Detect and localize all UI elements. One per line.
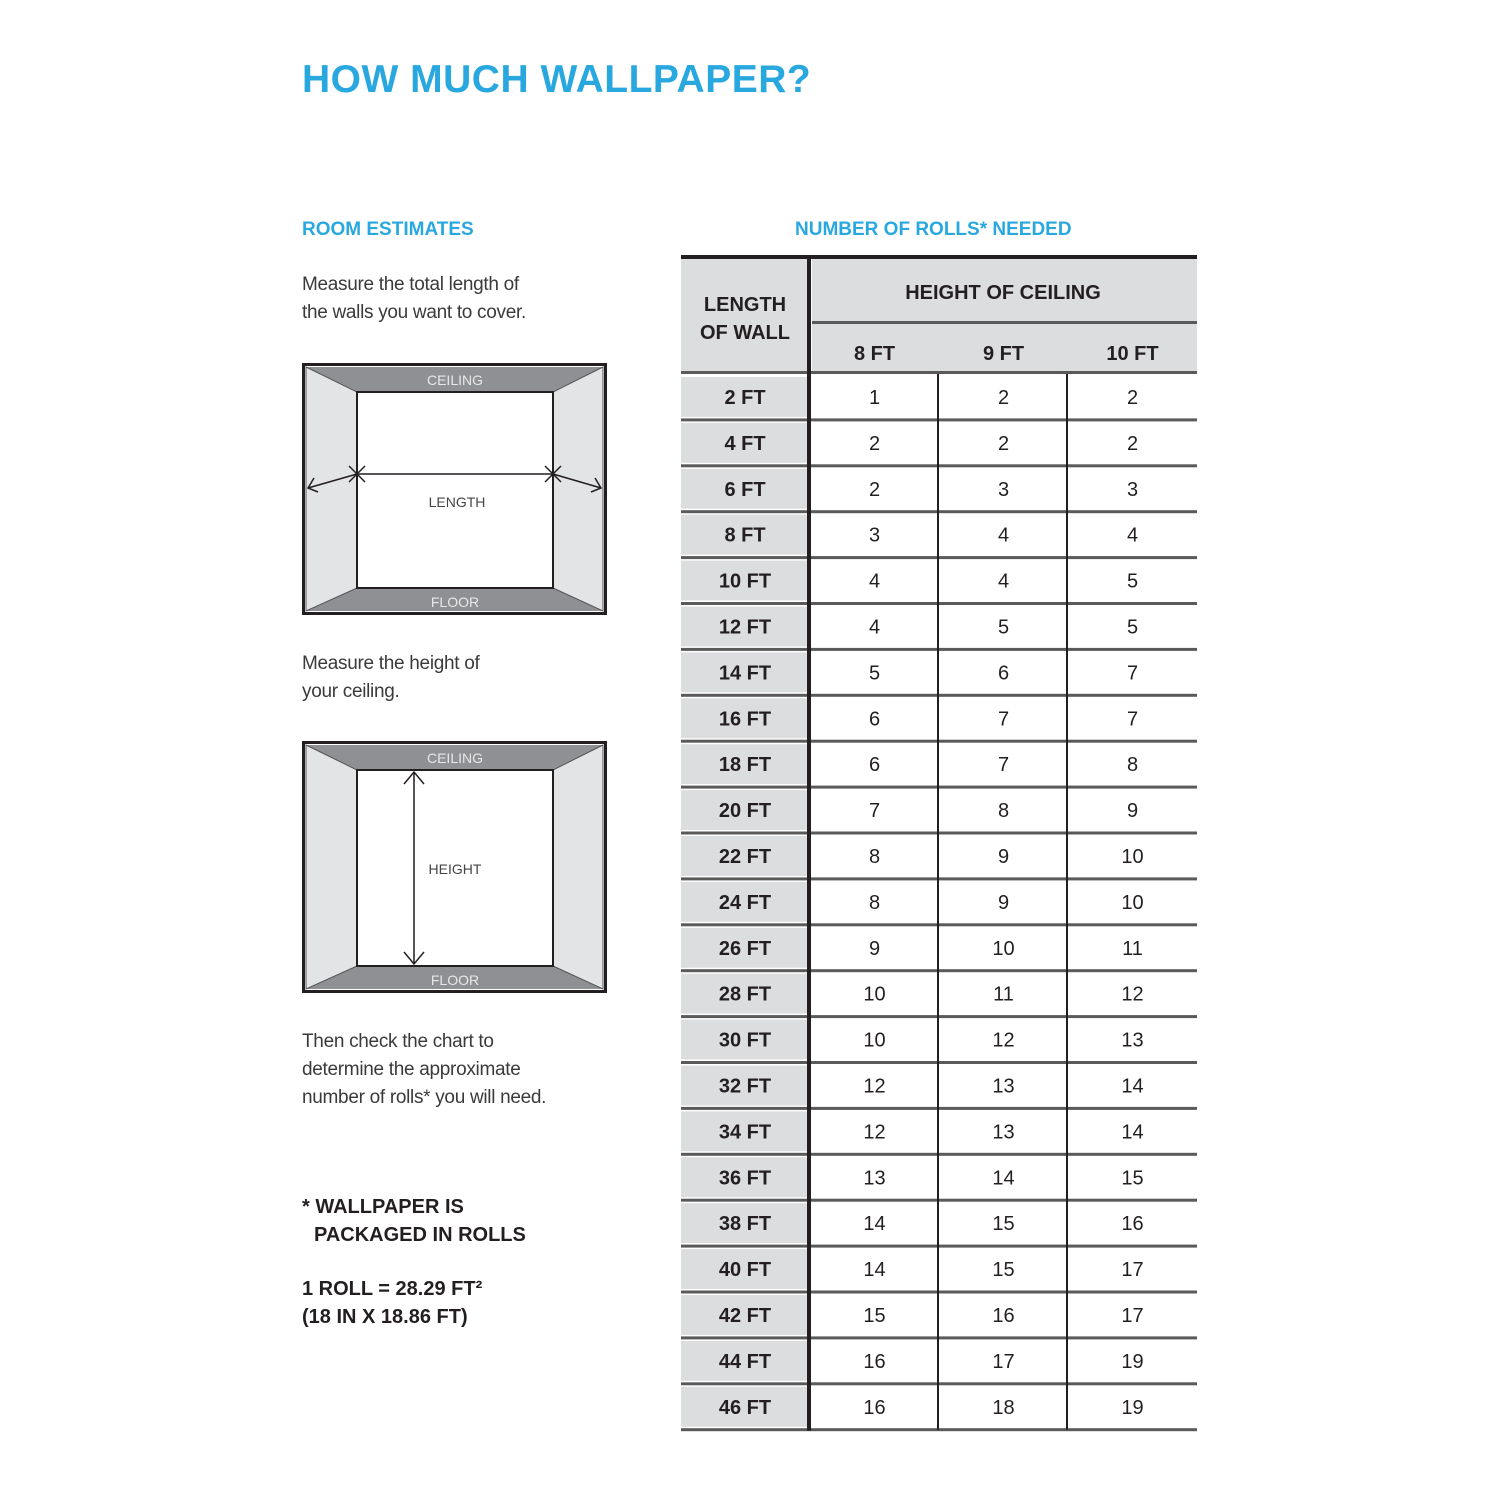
wall-length-cell: 22 FT xyxy=(718,845,772,868)
row-header-label: OF WALL xyxy=(700,322,790,344)
rolls-value-cell: 4 xyxy=(868,570,881,593)
rolls-value-cell: 7 xyxy=(868,800,881,823)
step-line: Measure the height of xyxy=(302,653,480,674)
footnote-line: PACKAGED IN ROLLS xyxy=(314,1224,526,1246)
rolls-value-cell: 12 xyxy=(863,1121,886,1144)
rolls-value-cell: 11 xyxy=(993,983,1014,1006)
rolls-value-cell: 3 xyxy=(1126,478,1139,501)
roll-dimensions: (18 IN X 18.86 FT) xyxy=(302,1306,468,1328)
rolls-value-cell: 13 xyxy=(992,1075,1015,1098)
step-line: Then check the chart to xyxy=(302,1031,494,1052)
rolls-value-cell: 15 xyxy=(863,1304,886,1327)
rolls-value-cell: 10 xyxy=(992,937,1015,960)
rolls-value-cell: 18 xyxy=(992,1396,1015,1419)
rolls-value-cell: 15 xyxy=(992,1213,1015,1236)
rolls-value-cell: 13 xyxy=(992,1121,1015,1144)
rolls-value-cell: 17 xyxy=(1121,1259,1144,1282)
page-title: HOW MUCH WALLPAPER? xyxy=(302,58,812,101)
rolls-value-cell: 16 xyxy=(992,1304,1015,1327)
rolls-value-cell: 4 xyxy=(1126,524,1139,547)
wall-length-cell: 24 FT xyxy=(718,891,772,914)
rolls-value-cell: 10 xyxy=(863,983,886,1006)
rolls-value-cell: 13 xyxy=(1121,1029,1144,1052)
rolls-table-graphic xyxy=(681,255,1197,1435)
rolls-value-cell: 2 xyxy=(868,432,881,455)
step-line: the walls you want to cover. xyxy=(302,302,526,323)
rolls-value-cell: 4 xyxy=(997,570,1010,593)
wall-length-cell: 30 FT xyxy=(718,1029,772,1052)
rolls-value-cell: 14 xyxy=(1121,1121,1144,1144)
floor-label: FLOOR xyxy=(430,972,480,988)
rolls-value-cell: 5 xyxy=(997,616,1010,639)
rolls-value-cell: 15 xyxy=(1121,1167,1144,1190)
wall-length-cell: 28 FT xyxy=(718,983,772,1006)
wall-length-cell: 34 FT xyxy=(718,1121,772,1144)
rolls-value-cell: 10 xyxy=(1121,891,1144,914)
rolls-value-cell: 15 xyxy=(992,1259,1015,1282)
wall-length-cell: 16 FT xyxy=(718,708,772,731)
wall-length-cell: 38 FT xyxy=(718,1213,772,1236)
rolls-value-cell: 19 xyxy=(1121,1350,1144,1373)
rolls-value-cell: 16 xyxy=(1121,1213,1144,1236)
rolls-value-cell: 9 xyxy=(1126,800,1139,823)
column-header: 10 FT xyxy=(1106,343,1159,365)
wall-length-cell: 6 FT xyxy=(724,478,766,501)
room-estimates-heading: ROOM ESTIMATES xyxy=(302,219,474,240)
column-header: 8 FT xyxy=(853,343,896,365)
length-diagram xyxy=(302,363,607,615)
rolls-value-cell: 2 xyxy=(1126,432,1139,455)
rolls-value-cell: 12 xyxy=(863,1075,886,1098)
step-measure-height xyxy=(302,650,480,706)
wall-length-cell: 36 FT xyxy=(718,1167,772,1190)
rolls-value-cell: 8 xyxy=(1126,754,1139,777)
rolls-value-cell: 14 xyxy=(992,1167,1015,1190)
wall-length-cell: 26 FT xyxy=(718,937,772,960)
rolls-value-cell: 5 xyxy=(1126,570,1139,593)
height-diagram xyxy=(302,741,607,993)
rolls-value-cell: 14 xyxy=(863,1259,886,1282)
step-line: number of rolls* you will need. xyxy=(302,1087,547,1108)
rolls-value-cell: 2 xyxy=(1126,386,1139,409)
rolls-value-cell: 12 xyxy=(992,1029,1015,1052)
rolls-value-cell: 2 xyxy=(997,386,1010,409)
row-header-label: LENGTH xyxy=(703,294,787,316)
rolls-value-cell: 14 xyxy=(1121,1075,1144,1098)
rolls-value-cell: 10 xyxy=(1121,845,1144,868)
rolls-value-cell: 2 xyxy=(868,478,881,501)
floor-label: FLOOR xyxy=(430,594,480,610)
step-line: determine the approximate xyxy=(302,1059,521,1080)
rolls-value-cell: 6 xyxy=(868,754,881,777)
step-check-chart xyxy=(302,1028,546,1112)
rolls-value-cell: 13 xyxy=(863,1167,886,1190)
rolls-value-cell: 8 xyxy=(997,800,1010,823)
footnote-line: * WALLPAPER IS xyxy=(302,1196,464,1218)
rolls-table xyxy=(681,255,1197,1435)
rolls-value-cell: 7 xyxy=(997,708,1010,731)
rolls-value-cell: 4 xyxy=(868,616,881,639)
rolls-value-cell: 14 xyxy=(863,1213,886,1236)
column-header: 9 FT xyxy=(982,343,1025,365)
rolls-value-cell: 8 xyxy=(868,891,881,914)
height-label: HEIGHT xyxy=(428,861,482,877)
rolls-value-cell: 11 xyxy=(1122,937,1143,960)
wall-length-cell: 42 FT xyxy=(718,1304,772,1327)
wall-length-cell: 32 FT xyxy=(718,1075,772,1098)
wall-length-cell: 44 FT xyxy=(718,1350,772,1373)
rolls-value-cell: 10 xyxy=(863,1029,886,1052)
step-measure-length xyxy=(302,271,526,327)
rolls-value-cell: 16 xyxy=(863,1350,886,1373)
wall-length-cell: 14 FT xyxy=(718,662,772,685)
ceiling-label: CEILING xyxy=(426,750,484,766)
step-line: your ceiling. xyxy=(302,681,400,702)
ceiling-label: CEILING xyxy=(426,372,484,388)
rolls-value-cell: 6 xyxy=(868,708,881,731)
rolls-value-cell: 6 xyxy=(997,662,1010,685)
rolls-value-cell: 19 xyxy=(1121,1396,1144,1419)
rolls-value-cell: 2 xyxy=(997,432,1010,455)
wall-length-cell: 12 FT xyxy=(718,616,772,639)
wall-length-cell: 20 FT xyxy=(718,800,772,823)
rolls-value-cell: 4 xyxy=(997,524,1010,547)
roll-area: 1 ROLL = 28.29 FT² xyxy=(302,1278,483,1300)
rolls-value-cell: 7 xyxy=(997,754,1010,777)
rolls-value-cell: 5 xyxy=(1126,616,1139,639)
rolls-value-cell: 3 xyxy=(997,478,1010,501)
rolls-value-cell: 5 xyxy=(868,662,881,685)
length-label: LENGTH xyxy=(428,494,486,510)
rolls-value-cell: 9 xyxy=(997,845,1010,868)
rolls-value-cell: 7 xyxy=(1126,662,1139,685)
wall-length-cell: 46 FT xyxy=(718,1396,772,1419)
ceiling-height-header: HEIGHT OF CEILING xyxy=(905,282,1101,304)
rolls-value-cell: 9 xyxy=(997,891,1010,914)
roll-size-info xyxy=(302,1275,482,1331)
rolls-value-cell: 17 xyxy=(1121,1304,1144,1327)
rolls-footnote xyxy=(302,1193,526,1249)
rolls-value-cell: 17 xyxy=(992,1350,1015,1373)
wall-length-cell: 8 FT xyxy=(724,524,766,547)
rolls-value-cell: 3 xyxy=(868,524,881,547)
wall-length-cell: 40 FT xyxy=(718,1259,772,1282)
rolls-value-cell: 7 xyxy=(1126,708,1139,731)
step-line: Measure the total length of xyxy=(302,274,519,295)
wall-length-cell: 4 FT xyxy=(724,432,766,455)
rolls-value-cell: 12 xyxy=(1121,983,1144,1006)
rolls-value-cell: 8 xyxy=(868,845,881,868)
rolls-needed-heading: NUMBER OF ROLLS* NEEDED xyxy=(795,219,1072,240)
wall-length-cell: 18 FT xyxy=(718,754,772,777)
wall-length-cell: 2 FT xyxy=(724,386,766,409)
wall-length-cell: 10 FT xyxy=(718,570,772,593)
rolls-value-cell: 9 xyxy=(868,937,881,960)
rolls-value-cell: 16 xyxy=(863,1396,886,1419)
rolls-value-cell: 1 xyxy=(868,386,881,409)
